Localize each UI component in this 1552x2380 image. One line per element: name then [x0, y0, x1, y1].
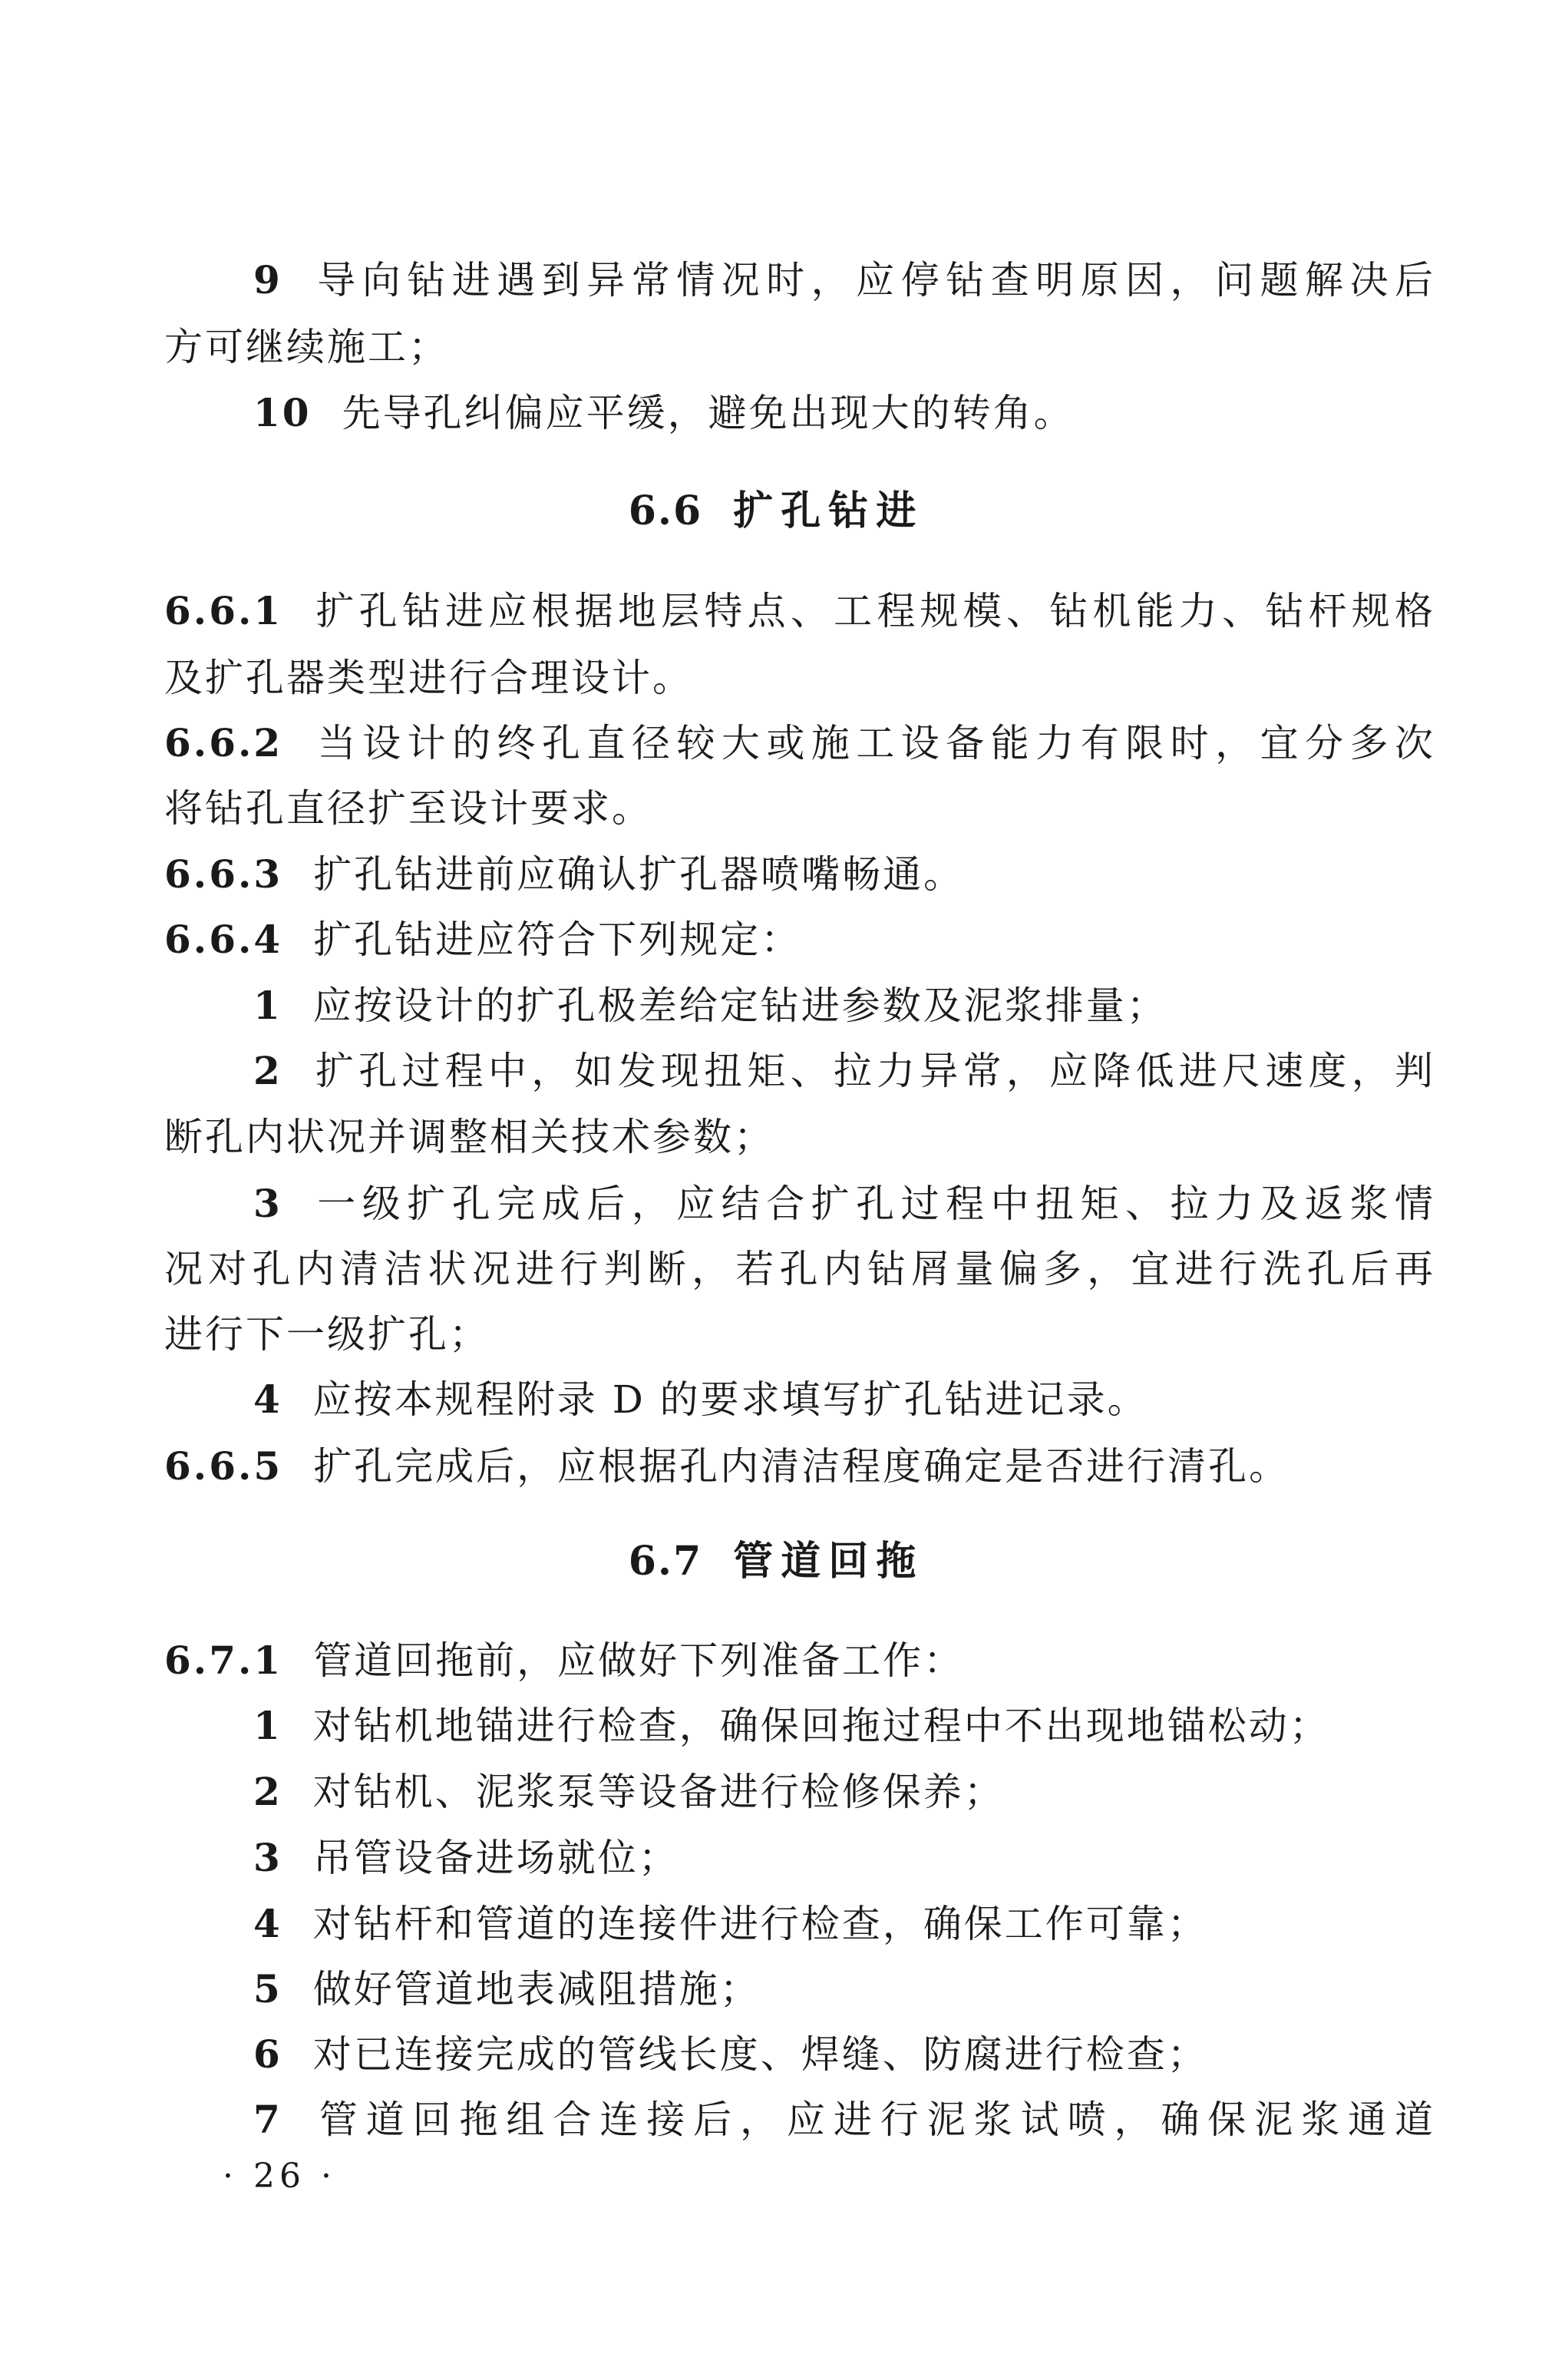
clause-text: 当设计的终孔直径较大或施工设备能力有限时，宜分多次: [313, 721, 1435, 765]
clause-text: 扩孔钻进应符合下列规定：: [313, 917, 802, 962]
item-text: 对钻机、泥浆泵等设备进行检修保养；: [312, 1770, 1005, 1814]
clause-number: 6.6.2: [164, 720, 283, 765]
clause-text: 扩孔钻进前应确认扩孔器喷嘴畅通。: [313, 852, 965, 897]
clause-6-6-4-item-3-continued-2: [164, 1311, 490, 1357]
item-number: 1: [253, 1703, 282, 1748]
clause-6-7-1-item-5: [253, 1966, 761, 2012]
section-heading-6-6: [0, 488, 1552, 534]
item-text: 对已连接完成的管线长度、焊缝、防腐进行检查；: [312, 2032, 1208, 2077]
list-item-10: [253, 390, 1075, 436]
item-text: 对钻机地锚进行检查，确保回拖过程中不出现地锚松动；: [312, 1704, 1330, 1748]
clause-6-6-4-item-3: [253, 1181, 1435, 1227]
clause-number: 6.6.3: [164, 851, 283, 897]
clause-6-6-4-item-4: [253, 1377, 1148, 1423]
item-text: 应按设计的扩孔极差给定钻进参数及泥浆排量；: [312, 983, 1167, 1028]
list-item-9: [253, 257, 1435, 303]
item-number: 2: [253, 1048, 282, 1093]
section-heading-6-7: [0, 1539, 1552, 1585]
clause-6-6-2: [164, 720, 1435, 766]
item-number: 4: [253, 1377, 282, 1422]
item-text: 况对孔内清洁状况进行判断，若孔内钻屑量偏多，宜进行洗孔后再: [164, 1247, 1435, 1291]
heading-title: 扩孔钻进: [733, 488, 924, 534]
item-number: 1: [253, 983, 282, 1028]
clause-text: 扩孔完成后，应根据孔内清洁程度确定是否进行清孔。: [313, 1444, 1290, 1489]
clause-6-7-1-item-7: [253, 2097, 1435, 2143]
item-number: 9: [253, 257, 282, 302]
item-text: 导向钻进遇到异常情况时，应停钻查明原因，问题解决后: [312, 258, 1435, 302]
clause-6-7-1-item-6: [253, 2031, 1208, 2078]
item-text: 扩孔过程中，如发现扭矩、拉力异常，应降低进尺速度，判: [312, 1049, 1435, 1093]
clause-text: 扩孔钻进应根据地层特点、工程规模、钻机能力、钻杆规格: [313, 589, 1435, 633]
clause-6-6-4-item-3-continued: [164, 1246, 1435, 1292]
heading-title: 管道回拖: [733, 1538, 924, 1585]
item-number: 3: [253, 1181, 282, 1226]
clause-text: 将钻孔直径扩至设计要求。: [164, 786, 652, 831]
item-text: 一级扩孔完成后，应结合扩孔过程中扭矩、拉力及返浆情: [312, 1182, 1435, 1226]
item-text: 对钻杆和管道的连接件进行检查，确保工作可靠；: [312, 1902, 1208, 1946]
item-text: 断孔内状况并调整相关技术参数；: [164, 1115, 774, 1159]
item-text: 做好管道地表减阻措施；: [312, 1967, 761, 2011]
item-text: 先导孔纠偏应平缓，避免出现大的转角。: [342, 391, 1075, 435]
clause-6-6-4: [164, 917, 801, 963]
clause-6-7-1: [164, 1638, 964, 1684]
heading-number: 6.6: [628, 488, 703, 534]
clause-6-6-1-continued: [164, 655, 693, 701]
item-number: 3: [253, 1835, 282, 1880]
clause-6-7-1-item-1: [253, 1703, 1330, 1749]
clause-6-6-2-continued: [164, 785, 652, 831]
item-number: 6: [253, 2031, 282, 2077]
clause-number: 6.6.1: [164, 588, 283, 633]
clause-number: 6.7.1: [164, 1638, 283, 1683]
clause-6-6-1: [164, 588, 1435, 634]
item-text: 吊管设备进场就位；: [312, 1836, 679, 1880]
item-number: 2: [253, 1769, 282, 1814]
item-number: 5: [253, 1966, 282, 2011]
item-text: 应按本规程附录 D 的要求填写扩孔钻进记录。: [312, 1377, 1148, 1422]
page-number: · 26 ·: [223, 2157, 336, 2196]
clause-6-6-4-item-2: [253, 1048, 1435, 1094]
item-text: 方可继续施工；: [164, 325, 449, 369]
clause-6-6-4-item-2-continued: [164, 1114, 774, 1160]
item-text: 管道回拖组合连接后，应进行泥浆试喷，确保泥浆通道: [312, 2097, 1435, 2142]
item-number: 7: [253, 2097, 282, 2142]
clause-6-6-5: [164, 1443, 1289, 1489]
item-number: 4: [253, 1901, 282, 1946]
clause-6-6-3: [164, 851, 964, 897]
list-item-9-continued: [164, 324, 449, 370]
clause-number: 6.6.5: [164, 1443, 283, 1489]
item-number: 10: [253, 390, 312, 435]
clause-6-6-4-item-1: [253, 983, 1167, 1029]
clause-text: 及扩孔器类型进行合理设计。: [164, 656, 693, 700]
clause-text: 管道回拖前，应做好下列准备工作：: [313, 1638, 965, 1683]
clause-number: 6.6.4: [164, 917, 283, 962]
item-text: 进行下一级扩孔；: [164, 1312, 490, 1357]
heading-number: 6.7: [628, 1538, 703, 1585]
clause-6-7-1-item-4: [253, 1901, 1208, 1947]
clause-6-7-1-item-2: [253, 1769, 1005, 1815]
clause-6-7-1-item-3: [253, 1835, 679, 1881]
